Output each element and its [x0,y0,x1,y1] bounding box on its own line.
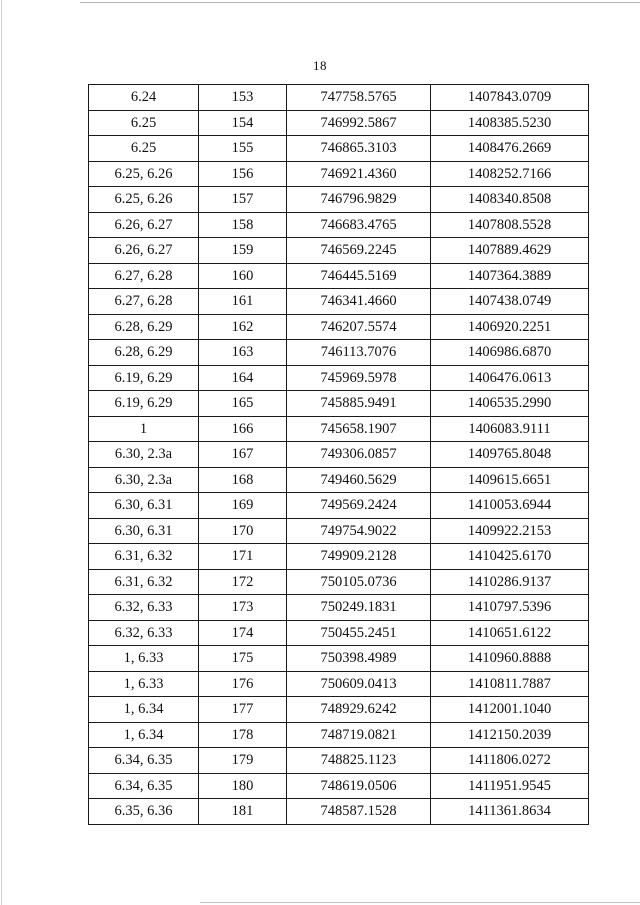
section-cell: 6.19, 6.29 [89,365,199,391]
x-coordinate-cell: 749460.5629 [287,467,431,493]
table-row [89,671,589,697]
x-coordinate-cell: 749306.0857 [287,442,431,468]
point-number-cell: 167 [199,442,287,468]
section-cell: 6.25 [89,110,199,136]
table-row [89,85,589,111]
table-row [89,518,589,544]
y-coordinate-cell: 1407808.5528 [431,212,589,238]
table-row [89,161,589,187]
point-number-cell: 156 [199,161,287,187]
x-coordinate-cell: 750455.2451 [287,620,431,646]
section-cell: 6.34, 6.35 [89,748,199,774]
section-cell: 6.30, 2.3a [89,442,199,468]
table-row [89,365,589,391]
section-cell: 6.27, 6.28 [89,263,199,289]
table-row [89,646,589,672]
x-coordinate-cell: 750398.4989 [287,646,431,672]
y-coordinate-cell: 1406083.9111 [431,416,589,442]
table-row [89,773,589,799]
point-number-cell: 177 [199,697,287,723]
x-coordinate-cell: 748587.1528 [287,799,431,825]
x-coordinate-cell: 750609.0413 [287,671,431,697]
x-coordinate-cell: 746796.9829 [287,187,431,213]
table-row [89,620,589,646]
x-coordinate-cell: 746921.4360 [287,161,431,187]
y-coordinate-cell: 1409615.6651 [431,467,589,493]
scan-top-rule [80,2,640,3]
y-coordinate-cell: 1412150.2039 [431,722,589,748]
point-number-cell: 155 [199,136,287,162]
table-row [89,314,589,340]
coordinates-table [88,84,589,825]
section-cell: 1, 6.34 [89,722,199,748]
section-cell: 6.34, 6.35 [89,773,199,799]
point-number-cell: 153 [199,85,287,111]
x-coordinate-cell: 746113.7076 [287,340,431,366]
point-number-cell: 173 [199,595,287,621]
point-number-cell: 172 [199,569,287,595]
point-number-cell: 164 [199,365,287,391]
section-cell: 6.25, 6.26 [89,161,199,187]
y-coordinate-cell: 1410797.5396 [431,595,589,621]
point-number-cell: 169 [199,493,287,519]
y-coordinate-cell: 1412001.1040 [431,697,589,723]
point-number-cell: 166 [199,416,287,442]
point-number-cell: 171 [199,544,287,570]
table-row [89,697,589,723]
x-coordinate-cell: 749569.2424 [287,493,431,519]
y-coordinate-cell: 1409922.2153 [431,518,589,544]
point-number-cell: 179 [199,748,287,774]
section-cell: 6.31, 6.32 [89,544,199,570]
x-coordinate-cell: 748825.1123 [287,748,431,774]
table-row [89,289,589,315]
x-coordinate-cell: 746865.3103 [287,136,431,162]
x-coordinate-cell: 750105.0736 [287,569,431,595]
y-coordinate-cell: 1411361.8634 [431,799,589,825]
section-cell: 6.26, 6.27 [89,238,199,264]
table-row [89,187,589,213]
point-number-cell: 157 [199,187,287,213]
coordinates-table-body [89,85,589,825]
table-row [89,569,589,595]
y-coordinate-cell: 1410651.6122 [431,620,589,646]
point-number-cell: 181 [199,799,287,825]
y-coordinate-cell: 1408476.2669 [431,136,589,162]
table-row [89,212,589,238]
table-row [89,595,589,621]
point-number-cell: 163 [199,340,287,366]
y-coordinate-cell: 1410425.6170 [431,544,589,570]
x-coordinate-cell: 750249.1831 [287,595,431,621]
section-cell: 6.30, 2.3a [89,467,199,493]
section-cell: 1, 6.33 [89,646,199,672]
x-coordinate-cell: 746683.4765 [287,212,431,238]
section-cell: 6.31, 6.32 [89,569,199,595]
y-coordinate-cell: 1409765.8048 [431,442,589,468]
scan-bottom-rule [200,902,640,903]
x-coordinate-cell: 745969.5978 [287,365,431,391]
y-coordinate-cell: 1411806.0272 [431,748,589,774]
table-row [89,263,589,289]
table-row [89,722,589,748]
x-coordinate-cell: 746569.2245 [287,238,431,264]
y-coordinate-cell: 1410286.9137 [431,569,589,595]
section-cell: 6.26, 6.27 [89,212,199,238]
point-number-cell: 159 [199,238,287,264]
table-row [89,544,589,570]
section-cell: 6.32, 6.33 [89,620,199,646]
y-coordinate-cell: 1408340.8508 [431,187,589,213]
section-cell: 6.24 [89,85,199,111]
x-coordinate-cell: 749754.9022 [287,518,431,544]
table-row [89,467,589,493]
point-number-cell: 168 [199,467,287,493]
y-coordinate-cell: 1408385.5230 [431,110,589,136]
section-cell: 6.25, 6.26 [89,187,199,213]
y-coordinate-cell: 1410053.6944 [431,493,589,519]
point-number-cell: 175 [199,646,287,672]
x-coordinate-cell: 746445.5169 [287,263,431,289]
section-cell: 6.32, 6.33 [89,595,199,621]
x-coordinate-cell: 745885.9491 [287,391,431,417]
y-coordinate-cell: 1407438.0749 [431,289,589,315]
section-cell: 6.35, 6.36 [89,799,199,825]
x-coordinate-cell: 746341.4660 [287,289,431,315]
x-coordinate-cell: 749909.2128 [287,544,431,570]
point-number-cell: 161 [199,289,287,315]
y-coordinate-cell: 1410960.8888 [431,646,589,672]
point-number-cell: 170 [199,518,287,544]
section-cell: 6.28, 6.29 [89,340,199,366]
point-number-cell: 176 [199,671,287,697]
point-number-cell: 178 [199,722,287,748]
y-coordinate-cell: 1407889.4629 [431,238,589,264]
section-cell: 6.30, 6.31 [89,518,199,544]
table-row [89,442,589,468]
y-coordinate-cell: 1406920.2251 [431,314,589,340]
y-coordinate-cell: 1408252.7166 [431,161,589,187]
table-row [89,238,589,264]
point-number-cell: 154 [199,110,287,136]
point-number-cell: 180 [199,773,287,799]
y-coordinate-cell: 1407843.0709 [431,85,589,111]
scan-left-edge [1,0,2,905]
y-coordinate-cell: 1406535.2990 [431,391,589,417]
table-row [89,748,589,774]
y-coordinate-cell: 1411951.9545 [431,773,589,799]
table-row [89,416,589,442]
table-row [89,799,589,825]
section-cell: 1, 6.34 [89,697,199,723]
point-number-cell: 158 [199,212,287,238]
section-cell: 6.19, 6.29 [89,391,199,417]
x-coordinate-cell: 746992.5867 [287,110,431,136]
x-coordinate-cell: 747758.5765 [287,85,431,111]
point-number-cell: 162 [199,314,287,340]
x-coordinate-cell: 746207.5574 [287,314,431,340]
section-cell: 6.25 [89,136,199,162]
point-number-cell: 174 [199,620,287,646]
y-coordinate-cell: 1410811.7887 [431,671,589,697]
section-cell: 1, 6.33 [89,671,199,697]
table-row [89,340,589,366]
table-row [89,136,589,162]
y-coordinate-cell: 1407364.3889 [431,263,589,289]
y-coordinate-cell: 1406986.6870 [431,340,589,366]
table-row [89,493,589,519]
point-number-cell: 165 [199,391,287,417]
x-coordinate-cell: 745658.1907 [287,416,431,442]
y-coordinate-cell: 1406476.0613 [431,365,589,391]
table-row [89,391,589,417]
table-row [89,110,589,136]
section-cell: 6.30, 6.31 [89,493,199,519]
x-coordinate-cell: 748619.0506 [287,773,431,799]
page-number: 18 [313,58,327,73]
x-coordinate-cell: 748719.0821 [287,722,431,748]
section-cell: 6.27, 6.28 [89,289,199,315]
x-coordinate-cell: 748929.6242 [287,697,431,723]
section-cell: 6.28, 6.29 [89,314,199,340]
point-number-cell: 160 [199,263,287,289]
section-cell: 1 [89,416,199,442]
